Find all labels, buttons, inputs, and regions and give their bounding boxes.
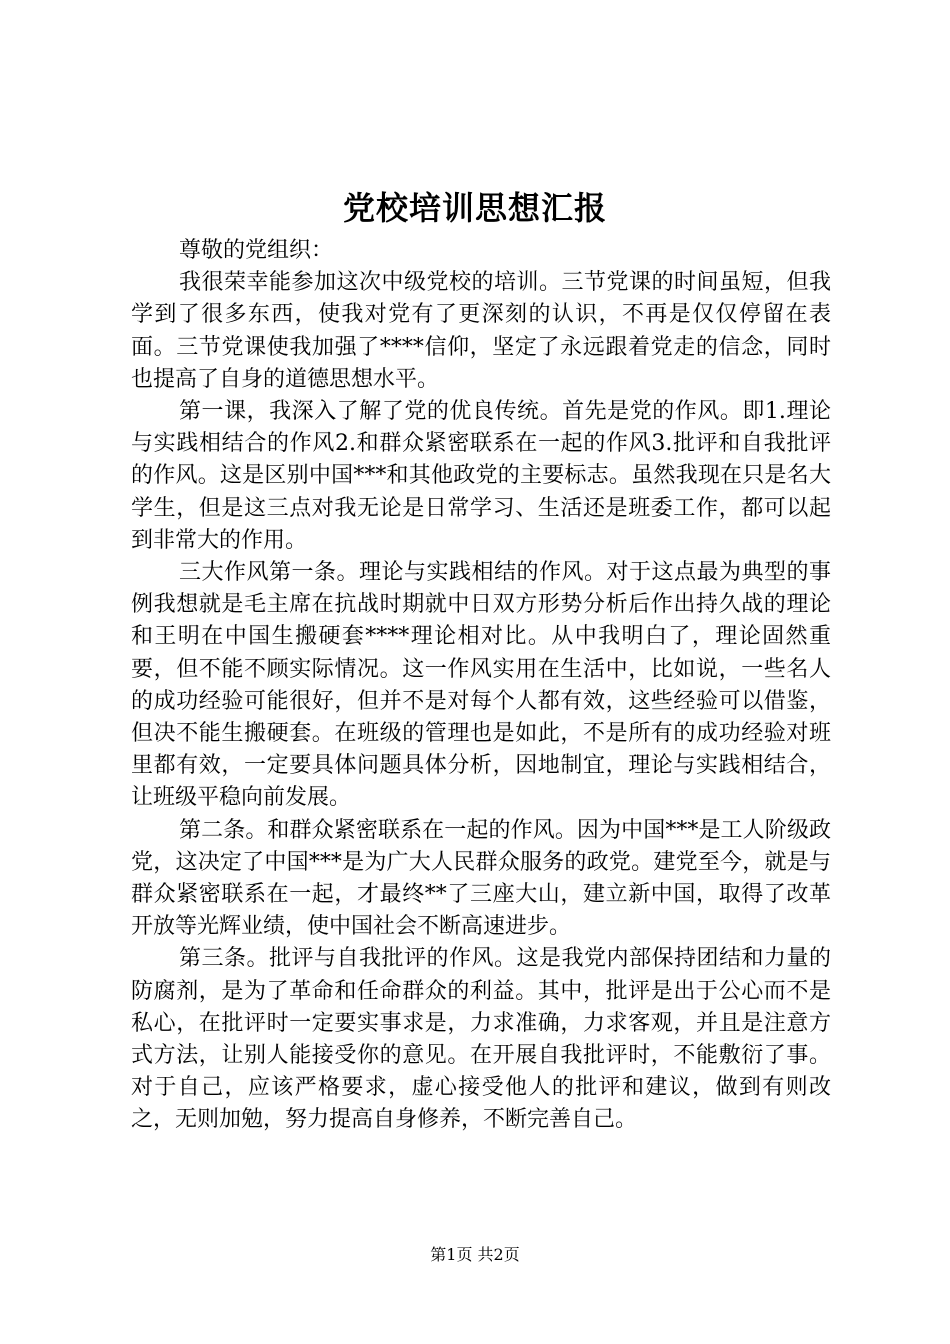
paragraph-style-three: 第三条。批评与自我批评的作风。这是我党内部保持团结和力量的防腐剂，是为了革命和任命群众的利益。其中，批评是出于公心而不是私心，在批评时一定要实事求是，力求准确，力求客观，并且是注意方式方法，让别人能接受你的意见。在开展自我批评时，不能敷衍了事。对于自己，应该严格要求，虚心接受他人的批评和建议，做到有则改之，无则加勉，努力提高自身修养，不断完善自己。: [131, 946, 831, 1133]
paragraph-style-one: 三大作风第一条。理论与实践相结的作风。对于这点最为典型的事例我想就是毛主席在抗战时期就中日双方形势分析后作出持久战的理论和王明在中国生搬硬套****理论相对比。从中我明白了，理论固然重要，但不能不顾实际情况。这一作风实用在生活中，比如说，一些名人的成功经验可能很好，但并不是对每个人都有效，这些经验可以借鉴，但决不能生搬硬套。在班级的管理也是如此，不是所有的成功经验对班里都有效，一定要具体问题具体分析，因地制宜，理论与实践相结合，让班级平稳向前发展。: [131, 560, 831, 811]
document-title: 党校培训思想汇报: [342, 189, 607, 227]
document-body: [131, 235, 831, 1137]
page-footer: 第1页 共2页: [430, 1245, 520, 1264]
salutation: 尊敬的党组织：: [179, 238, 334, 263]
paragraph-lesson-one: 第一课，我深入了解了党的优良传统。首先是党的作风。即1.理论与实践相结合的作风2.和群众紧密联系在一起的作风3.批评和自我批评的作风。这是区别中国***和其他政党的主要标志。虽然我现在只是名大学生，但是这三点对我无论是日常学习、生活还是班委工作，都可以起到非常大的作用。: [131, 399, 831, 553]
paragraph-intro: 我很荣幸能参加这次中级党校的培训。三节党课的时间虽短，但我学到了很多东西，使我对党有了更深刻的认识，不再是仅仅停留在表面。三节党课使我加强了****信仰，坚定了永远跟着党走的信念，同时也提高了自身的道德思想水平。: [131, 270, 831, 392]
paragraph-style-two: 第二条。和群众紧密联系在一起的作风。因为中国***是工人阶级政党，这决定了中国***是为广大人民群众服务的政党。建党至今，就是与群众紧密联系在一起，才最终**了三座大山，建立新中国，取得了改革开放等光辉业绩，使中国社会不断高速进步。: [131, 817, 831, 940]
